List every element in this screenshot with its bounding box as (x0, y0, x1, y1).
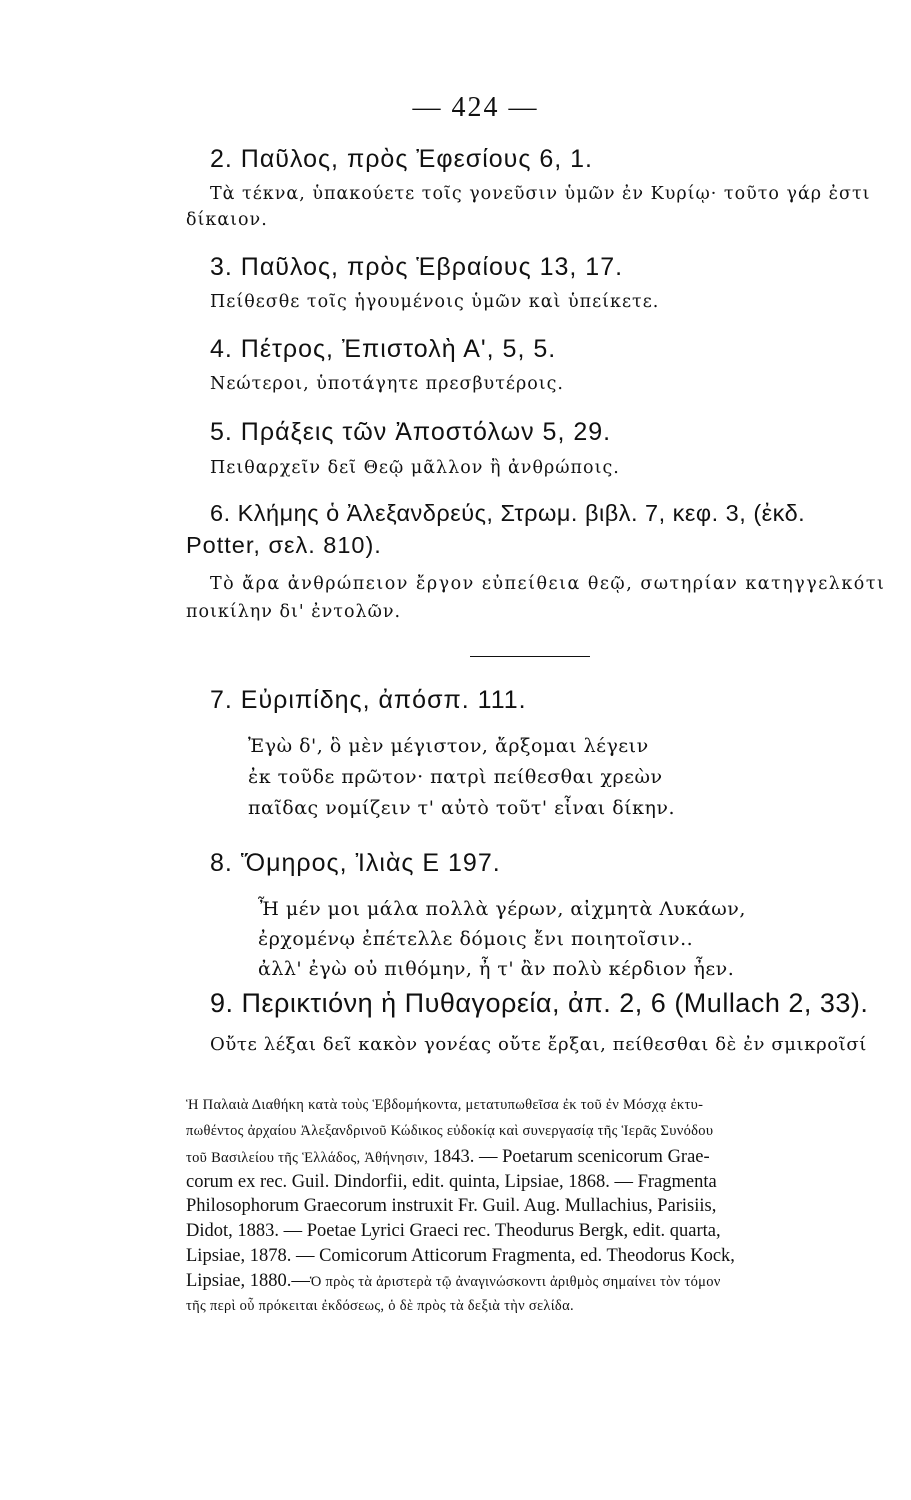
entry-6-heading-cont: Potter, σελ. 810). (186, 532, 382, 558)
entry-8-verse-line: ἀλλ' ἐγὼ οὐ πιθόμην, ἦ τ' ἂν πολὺ κέρδιον ἦεν. (258, 958, 735, 980)
footnote-line: πωθέντος ἀρχαίου Ἀλεξανδρινοῦ Κώδικος εὐδοκίᾳ καὶ συνεργασίᾳ τῆς Ἱερᾶς Συνόδου (186, 1123, 714, 1139)
section-divider (470, 656, 590, 657)
entry-6-text-line: Τὸ ἄρα ἀνθρώπειον ἔργον εὐπείθεια θεῷ, σωτηρίαν κατηγγελκότι (210, 574, 886, 594)
footnote-line: Philosophorum Graecorum instruxit Fr. Guil. Aug. Mullachius, Parisiis, (186, 1196, 717, 1216)
footnote-line: Didot, 1883. — Poetae Lyrici Graeci rec. Theodurus Bergk, edit. quarta, (186, 1221, 721, 1241)
footnote-line: Ἡ Παλαιὰ Διαθήκη κατὰ τοὺς Ἑβδομήκοντα, μετατυπωθεῖσα ἐκ τοῦ ἐν Μόσχᾳ ἐκτυ- (186, 1097, 704, 1113)
entry-9-text-line: Οὔτε λέξαι δεῖ κακὸν γονέας οὔτε ἔρξαι, πείθεσθαι δὲ ἐν σμικροῖσί (210, 1034, 867, 1055)
entry-6-text-line: ποικίλην δι' ἐντολῶν. (186, 602, 402, 622)
entry-8-heading: 8. Ὅμηρος, Ἰλιὰς Ε 197. (210, 849, 501, 877)
entry-3-text-line: Πείθεσθε τοῖς ἡγουμένοις ὑμῶν καὶ ὑπείκετε. (210, 292, 660, 312)
entry-5-heading: 5. Πράξεις τῶν Ἀποστόλων 5, 29. (210, 418, 612, 446)
entry-5-text-line: Πειθαρχεῖν δεῖ Θεῷ μᾶλλον ἢ ἀνθρώποις. (210, 458, 620, 478)
entry-6-heading: 6. Κλήμης ὁ Ἀλεξανδρεύς, Στρωμ. βιβλ. 7, κεφ. 3, (ἐκδ. (210, 500, 806, 526)
footnote-line: corum ex rec. Guil. Dindorfii, edit. quinta, Lipsiae, 1868. — Fragmenta (186, 1172, 717, 1192)
entry-2-text-line: Τὰ τέκνα, ὑπακούετε τοῖς γονεῦσιν ὑμῶν ἐν Κυρίῳ· τοῦτο γάρ ἐστι (210, 184, 871, 204)
footnote-line (186, 1147, 880, 1168)
entry-2-heading: 2. Παῦλος, πρὸς Ἐφεσίους 6, 1. (210, 145, 593, 173)
footnote-greek-segment: Ὁ πρὸς τὰ ἀριστερὰ τῷ ἀναγινώσκοντι ἀριθμὸς σημαίνει τὸν τόμον (309, 1274, 721, 1290)
entry-8-verse-line: ἐρχομένῳ ἐπέτελλε δόμοις ἔνι ποιητοῖσιν.. (258, 928, 694, 950)
footnote-line: Lipsiae, 1878. — Comicorum Atticorum Fragmenta, ed. Theodorus Kock, (186, 1246, 735, 1266)
page-number: — 424 — (412, 92, 539, 123)
entry-7-verse-line: παῖδας νομίζειν τ' αὐτὸ τοῦτ' εἶναι δίκην. (248, 797, 676, 819)
entry-3-heading: 3. Παῦλος, πρὸς Ἑβραίους 13, 17. (210, 253, 624, 281)
entry-4-heading: 4. Πέτρος, Ἐπιστολὴ Α', 5, 5. (210, 335, 557, 363)
footnote-latin-segment: 1843. — Poetarum scenicorum Grae- (428, 1147, 710, 1167)
footnote-line: τῆς περὶ οὗ πρόκειται ἐκδόσεως, ὁ δὲ πρὸς τὰ δεξιὰ τὴν σελίδα. (186, 1298, 574, 1314)
entry-4-text-line: Νεώτεροι, ὑποτάγητε πρεσβυτέροις. (210, 374, 564, 394)
entry-7-verse-line: Ἐγὼ δ', ὃ μὲν μέγιστον, ἄρξομαι λέγειν (248, 735, 649, 757)
footnote-greek-segment: τοῦ Βασιλείου τῆς Ἑλλάδος, Ἀθήνησιν, (186, 1150, 429, 1166)
entry-7-heading: 7. Εὐριπίδης, ἀπόσπ. 111. (210, 686, 527, 714)
entry-9-heading: 9. Περικτιόνη ἡ Πυθαγορεία, ἀπ. 2, 6 (Mullach 2, 33). (210, 988, 869, 1018)
footnote-line (186, 1271, 880, 1292)
entry-7-verse-line: ἐκ τοῦδε πρῶτον· πατρὶ πείθεσθαι χρεὼν (248, 766, 663, 788)
entry-2-text-line: δίκαιον. (186, 210, 268, 230)
entry-8-verse-line: Ἦ μέν μοι μάλα πολλὰ γέρων, αἰχμητὰ Λυκάων, (258, 898, 746, 920)
footnote-latin-segment: Lipsiae, 1880.— (186, 1271, 310, 1291)
